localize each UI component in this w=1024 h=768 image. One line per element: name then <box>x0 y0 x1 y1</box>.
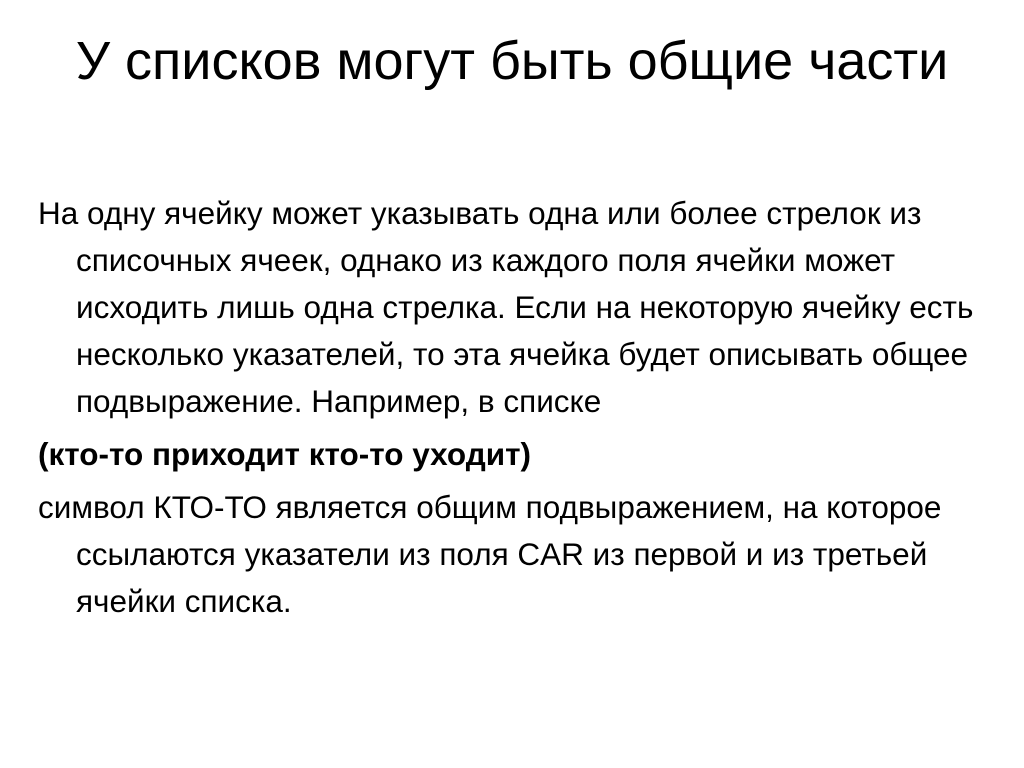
slide-title: У списков могут быть общие части <box>75 31 949 91</box>
paragraph-shared-cells: На одну ячейку может указывать одна или более стрелок из списочных ячеек, однако из каждого поля ячейки может исходить лишь одна стрелка. Если на некоторую ячейку есть несколько указателей, то эта ячейка будет описывать общее подвыражение. Например, в списке <box>38 195 974 419</box>
paragraph-list-example: (кто-то приходит кто-то уходит) <box>38 436 531 472</box>
paragraph-shared-symbol: символ КТО-ТО является общим подвыражением, на которое ссылаются указатели из поля CAR из первой и из третьей ячейки списка. <box>38 489 942 619</box>
slide-body <box>38 190 1013 625</box>
